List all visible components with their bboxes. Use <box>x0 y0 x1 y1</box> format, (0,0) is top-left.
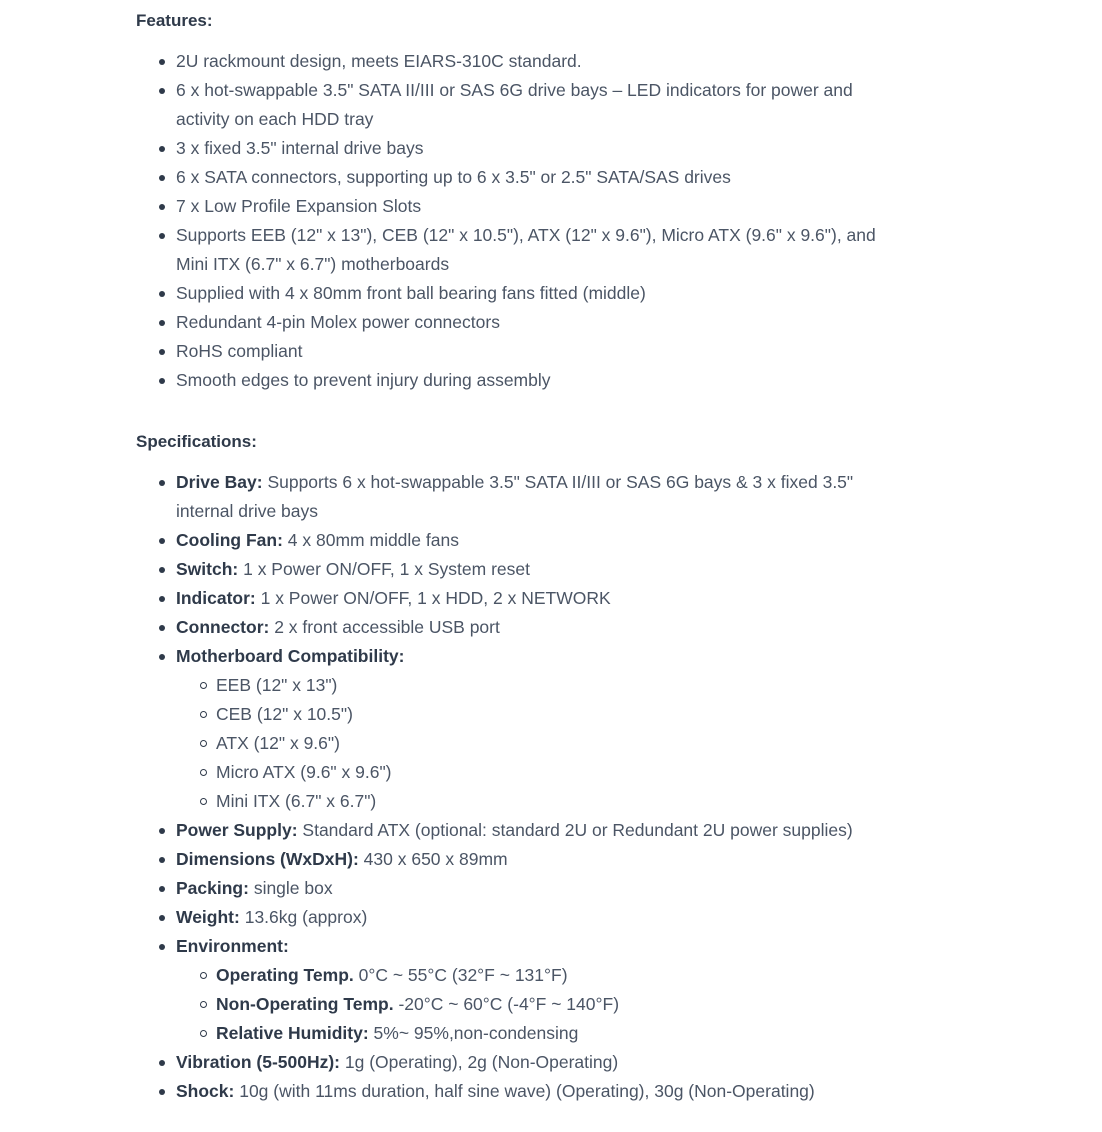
environment-list <box>176 961 876 1048</box>
feature-item: Redundant 4-pin Molex power connectors <box>176 308 876 337</box>
spec-value: 1 x Power ON/OFF, 1 x HDD, 2 x NETWORK <box>255 588 611 608</box>
spec-label: Shock: <box>176 1081 235 1101</box>
feature-item: 3 x fixed 3.5" internal drive bays <box>176 134 876 163</box>
spec-label: Switch: <box>176 559 239 579</box>
spec-shock <box>176 1077 876 1106</box>
feature-item: 6 x hot-swappable 3.5" SATA II/III or SAS 6G drive bays – LED indicators for power and activity on each HDD tray <box>176 76 876 134</box>
feature-item: Supports EEB (12" x 13"), CEB (12" x 10.5"), ATX (12" x 9.6"), Micro ATX (9.6" x 9.6"), and Mini ITX (6.7" x 6.7") motherboards <box>176 221 876 279</box>
spec-value: 5%~ 95%,non-condensing <box>368 1023 579 1043</box>
motherboard-item: Micro ATX (9.6" x 9.6") <box>216 758 876 787</box>
spec-value: 1 x Power ON/OFF, 1 x System reset <box>238 559 530 579</box>
features-list <box>136 47 876 395</box>
spec-label: Drive Bay: <box>176 472 263 492</box>
spec-dimensions <box>176 845 876 874</box>
specifications-heading: Specifications: <box>136 432 257 451</box>
feature-item: 6 x SATA connectors, supporting up to 6 x 3.5" or 2.5" SATA/SAS drives <box>176 163 876 192</box>
features-heading: Features: <box>136 11 213 30</box>
spec-value: 4 x 80mm middle fans <box>282 530 459 550</box>
spec-label: Indicator: <box>176 588 256 608</box>
env-relative-humidity <box>216 1019 876 1048</box>
spec-value: 13.6kg (approx) <box>239 907 368 927</box>
spec-label: Weight: <box>176 907 240 927</box>
motherboard-item: ATX (12" x 9.6") <box>216 729 876 758</box>
spec-packing <box>176 874 876 903</box>
feature-item: Supplied with 4 x 80mm front ball bearing fans fitted (middle) <box>176 279 876 308</box>
spec-label: Environment: <box>176 936 289 956</box>
spec-value: single box <box>248 878 333 898</box>
spec-value: Standard ATX (optional: standard 2U or Redundant 2U power supplies) <box>297 820 853 840</box>
specifications-list <box>136 468 876 1106</box>
spec-label: Packing: <box>176 878 249 898</box>
spec-weight <box>176 903 876 932</box>
spec-label: Dimensions (WxDxH): <box>176 849 359 869</box>
spec-environment <box>176 932 876 1048</box>
feature-item: 7 x Low Profile Expansion Slots <box>176 192 876 221</box>
spec-value: 0°C ~ 55°C (32°F ~ 131°F) <box>353 965 568 985</box>
motherboard-list <box>176 671 876 816</box>
spec-value: 10g (with 11ms duration, half sine wave) (Operating), 30g (Non-Operating) <box>234 1081 815 1101</box>
spec-label: Motherboard Compatibility: <box>176 646 405 666</box>
spec-label: Power Supply: <box>176 820 298 840</box>
feature-item: RoHS compliant <box>176 337 876 366</box>
spec-value: 1g (Operating), 2g (Non-Operating) <box>340 1052 619 1072</box>
spec-motherboard-compatibility <box>176 642 876 816</box>
spec-label: Relative Humidity: <box>216 1023 369 1043</box>
spec-label: Vibration (5-500Hz): <box>176 1052 341 1072</box>
spec-drive-bay <box>176 468 876 526</box>
spec-connector <box>176 613 876 642</box>
spec-vibration <box>176 1048 876 1077</box>
motherboard-item: Mini ITX (6.7" x 6.7") <box>216 787 876 816</box>
env-operating-temp <box>216 961 876 990</box>
spec-switch <box>176 555 876 584</box>
env-non-operating-temp <box>216 990 876 1019</box>
spec-power-supply <box>176 816 876 845</box>
spec-value: -20°C ~ 60°C (-4°F ~ 140°F) <box>393 994 620 1014</box>
spec-value: 2 x front accessible USB port <box>269 617 500 637</box>
spec-value: Supports 6 x hot-swappable 3.5" SATA II/III or SAS 6G bays & 3 x fixed 3.5" internal drive bays <box>176 472 854 521</box>
feature-item: 2U rackmount design, meets EIARS-310C standard. <box>176 47 876 76</box>
motherboard-item: CEB (12" x 10.5") <box>216 700 876 729</box>
spec-indicator <box>176 584 876 613</box>
product-description <box>136 0 876 1106</box>
spec-label: Cooling Fan: <box>176 530 283 550</box>
spec-value: 430 x 650 x 89mm <box>358 849 508 869</box>
spec-label: Non-Operating Temp. <box>216 994 394 1014</box>
spec-cooling-fan <box>176 526 876 555</box>
spec-label: Operating Temp. <box>216 965 354 985</box>
motherboard-item: EEB (12" x 13") <box>216 671 876 700</box>
feature-item: Smooth edges to prevent injury during assembly <box>176 366 876 395</box>
spec-label: Connector: <box>176 617 270 637</box>
